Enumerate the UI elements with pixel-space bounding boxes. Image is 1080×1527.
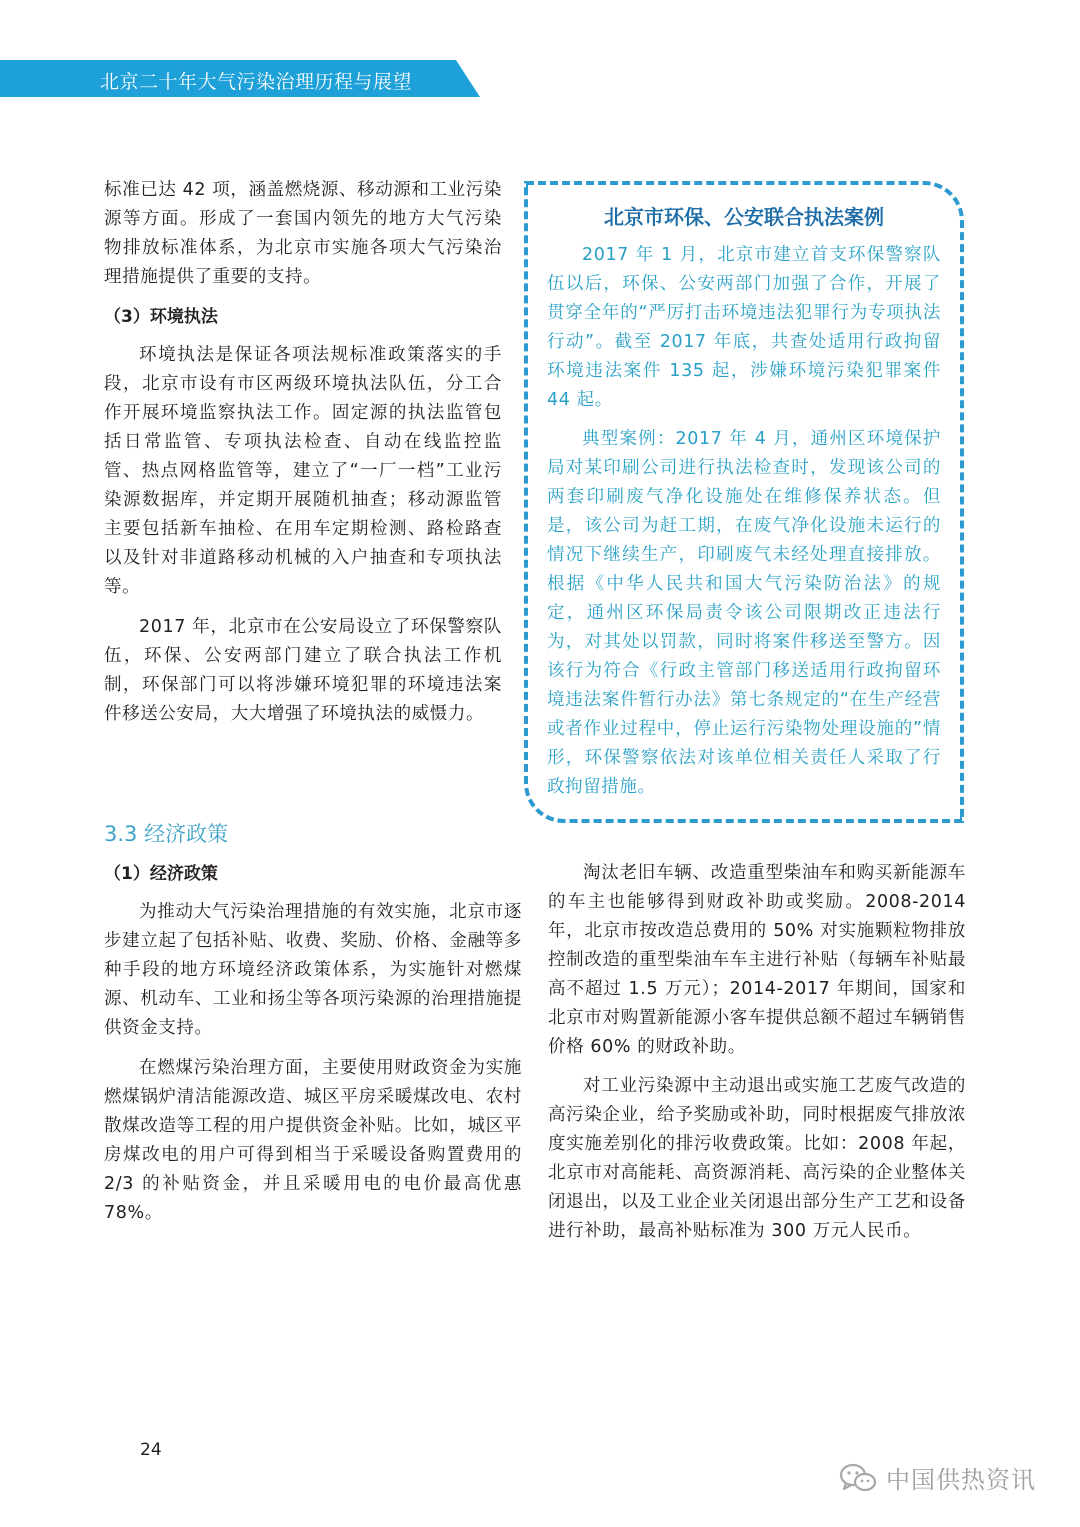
section-paragraph-2: 在燃煤污染治理方面，主要使用财政资金为实施燃煤锅炉清洁能源改造、城区平房采暖煤改电、农村散煤改造等工程的用户提供资金补贴。比如，城区平房煤改电的用户可得到相当于采暖设备购置费用的 2/3 的补贴资金，并且采暖用电的电价最高优惠 78%。 (104, 1058, 522, 1223)
section-paragraph-4: 对工业污染源中主动退出或实施工艺废气改造的高污染企业，给予奖励或补助，同时根据废气排放浓度实施差别化的排污收费政策。比如：2008 年起，北京市对高能耗、高资源消耗、高污染的企业整体关闭退出，以及工业企业关闭退出部分生产工艺和设备进行补助，最高补贴标准为 300 万元人民币。 (548, 1076, 966, 1241)
section-paragraph-3: 淘汰老旧车辆、改造重型柴油车和购买新能源车的车主也能够得到财政补助或奖励。2008-2014 年，北京市按改造总费用的 50% 对实施颗粒物排放控制改造的重型柴油车车主进行补贴（每辆车补贴最高不超过 1.5 万元）；2014-2017 年期间，国家和北京市对购置新能源小客车提供总额不超过车辆销售价格 60% 的财政补助。 (548, 863, 966, 1057)
wechat-icon (838, 1462, 878, 1494)
watermark (838, 1460, 1036, 1495)
page-number: 24 (140, 1440, 162, 1460)
section-heading: 3.3 经济政策 (104, 822, 229, 846)
watermark-text: 中国供热资讯 (886, 1466, 1036, 1494)
subheading-economic-policy: （1）经济政策 (104, 864, 218, 884)
header-title: 北京二十年大气污染治理历程与展望 (100, 71, 413, 93)
section-paragraph-1: 为推动大气污染治理措施的有效实施，北京市逐步建立起了包括补贴、收费、奖励、价格、金融等多种手段的地方环境经济政策体系，为实施针对燃煤源、机动车、工业和扬尘等各项污染源的治理措施提供资金支持。 (104, 902, 522, 1038)
case-paragraph-1: 2017 年 1 月，北京市建立首支环保警察队伍以后，环保、公安两部门加强了合作，开展了贯穿全年的“严厉打击环境违法犯罪行为专项执法行动”。截至 2017 年底，共查处适用行政拘留环境违法案件 135 起，涉嫌环境污染犯罪案件 44 起。 (547, 245, 941, 410)
subheading-enforcement: （3）环境执法 (104, 307, 218, 327)
left-paragraph-3: 2017 年，北京市在公安局设立了环保警察队伍，环保、公安两部门建立了联合执法工作机制，环保部门可以将涉嫌环境犯罪的环境违法案件移送公安局，大大增强了环境执法的威慑力。 (104, 617, 502, 724)
left-paragraph-1: 标准已达 42 项，涵盖燃烧源、移动源和工业污染源等方面。形成了一套国内领先的地方大气污染物排放标准体系，为北京市实施各项大气污染治理措施提供了重要的支持。 (104, 180, 502, 287)
left-paragraph-2: 环境执法是保证各项法规标准政策落实的手段，北京市设有市区两级环境执法队伍，分工合作开展环境监察执法工作。固定源的执法监管包括日常监管、专项执法检查、自动在线监控监管、热点网格监管等，建立了“一厂一档”工业污染源数据库，并定期开展随机抽查；移动源监管主要包括新车抽检、在用车定期检测、路检路查以及针对非道路移动机械的入户抽查和专项执法等。 (104, 345, 502, 597)
case-box-title: 北京市环保、公安联合执法案例 (604, 205, 884, 229)
case-paragraph-2: 典型案例：2017 年 4 月，通州区环境保护局对某印刷公司进行执法检查时，发现该公司的两套印刷废气净化设施处在维修保养状态。但是，该公司为赶工期，在废气净化设施未运行的情况下继续生产，印刷废气未经处理直接排放。根据《中华人民共和国大气污染防治法》的规定，通州区环保局责令该公司限期改正违法行为，对其处以罚款，同时将案件移送至警方。因该行为符合《行政主管部门移送适用行政拘留环境违法案件暂行办法》第七条规定的“在生产经营或者作业过程中，停止运行污染物处理设施的”情形，环保警察依法对该单位相关责任人采取了行政拘留措施。 (547, 429, 941, 797)
